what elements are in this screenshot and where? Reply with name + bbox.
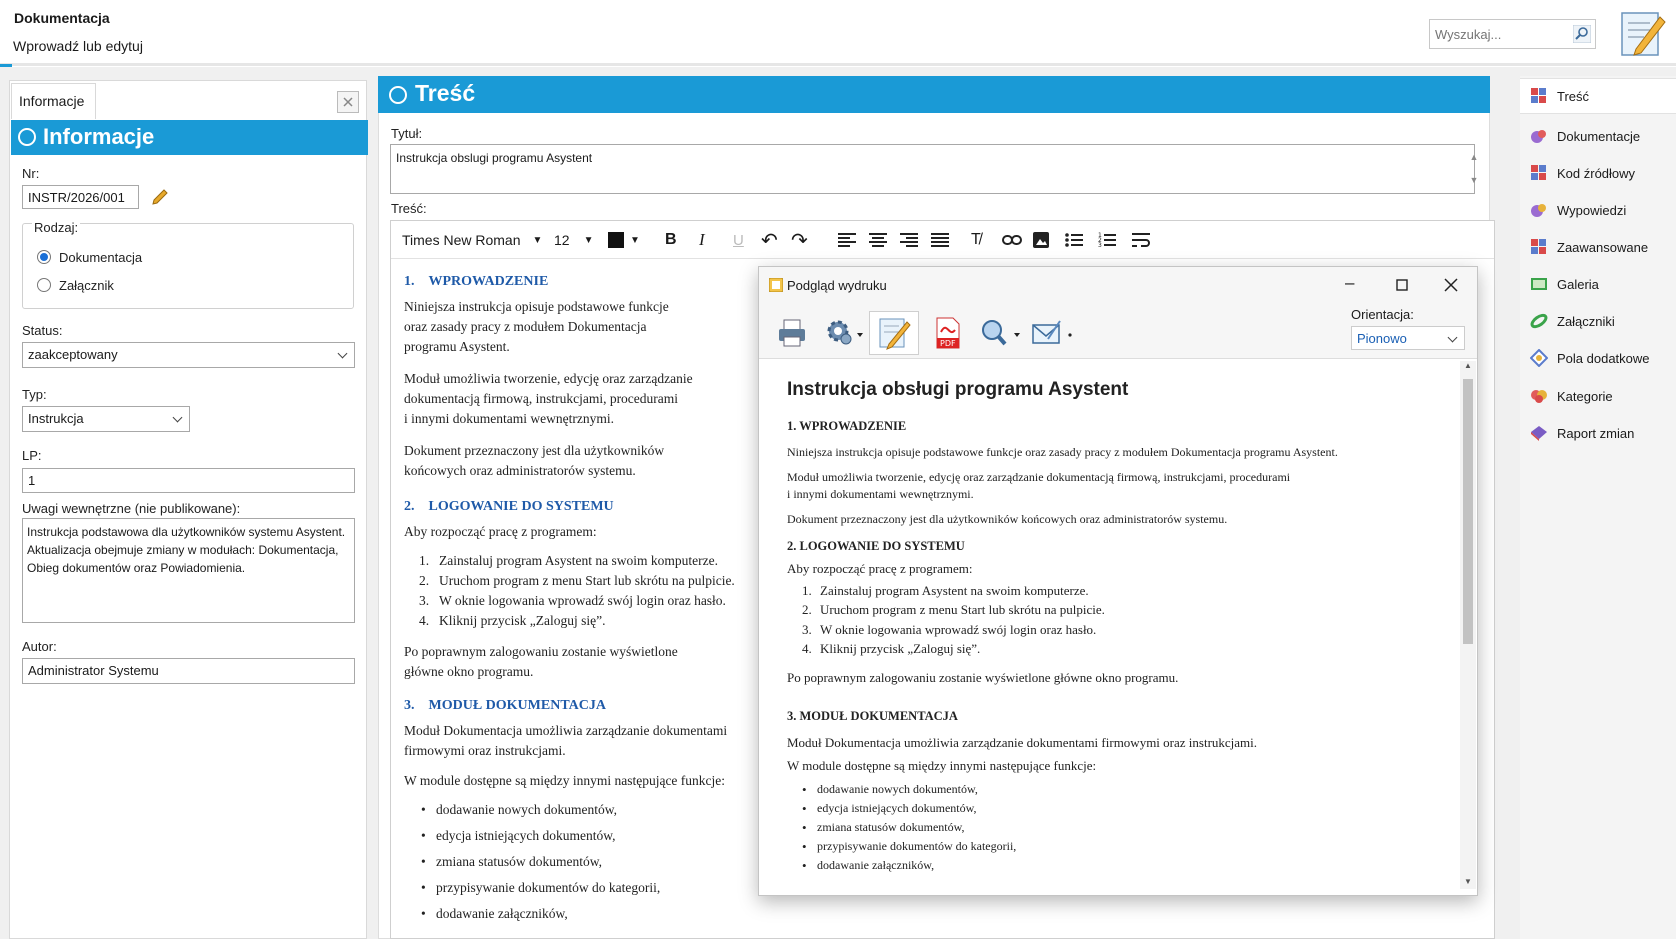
- uwagi-line: Obieg dokumentów oraz Powiadomienia.: [27, 561, 246, 575]
- preview-bullet-text: edycja istniejących dokumentów,: [817, 801, 977, 815]
- change-report-icon: [1530, 424, 1548, 442]
- uwagi-line: Instrukcja podstawowa dla użytkowników systemu Asystent.: [27, 525, 346, 539]
- doc-step: Zainstaluj program Asystent na swoim komputerze.: [439, 553, 718, 568]
- preview-bullet-text: zmiana statusów dokumentów,: [817, 820, 965, 834]
- close-dialog-button[interactable]: [1444, 278, 1458, 292]
- advanced-icon: [1530, 238, 1548, 256]
- numbered-list-icon[interactable]: [1098, 232, 1116, 270]
- doc-bullet-text: dodawanie załączników,: [436, 906, 568, 921]
- doc-step-number: 4.: [419, 613, 430, 628]
- radio-zalacznik-label[interactable]: Załącznik: [59, 278, 114, 293]
- preview-paragraph: Moduł Dokumentacja umożliwia zarządzanie dokumentami firmowymi oraz instrukcjami.: [787, 735, 1258, 750]
- nav-item-label: Zaawansowane: [1557, 239, 1649, 255]
- minimize-button[interactable]: –: [1345, 273, 1355, 292]
- categories-icon: [1530, 387, 1548, 405]
- svg-text:1: 1: [1098, 232, 1102, 239]
- uwagi-textarea[interactable]: [22, 518, 355, 623]
- autor-field[interactable]: Administrator Systemu: [22, 658, 355, 684]
- wrap-text-icon[interactable]: [1132, 232, 1150, 270]
- edit-document-icon[interactable]: [1620, 9, 1666, 57]
- content-icon: [1530, 87, 1548, 105]
- search-box[interactable]: [1429, 19, 1596, 49]
- doc-line: oraz zasady pracy z modułem Dokumentacja: [404, 319, 647, 334]
- uwagi-line: Aktualizacja obejmuje zmiany w modułach: Dokumentacja,: [27, 543, 339, 557]
- preview-bullet: •: [802, 820, 807, 835]
- preview-bullet-text: dodawanie załączników,: [817, 858, 935, 872]
- nav-item-zaawansowane[interactable]: [1530, 236, 1648, 258]
- preview-paragraph: Niniejsza instrukcja opisuje podstawowe funkcje oraz zasady pracy z modułem Dokumentacja programu Asystent.: [787, 445, 1338, 459]
- top-header: [0, 0, 1676, 66]
- nav-item-kategorie[interactable]: [1530, 385, 1613, 407]
- dialog-titlebar[interactable]: [759, 267, 1477, 303]
- undo-icon[interactable]: ↶: [761, 229, 778, 252]
- typ-value: Instrukcja: [28, 411, 84, 426]
- edit-document-icon: [877, 316, 911, 350]
- nr-field[interactable]: INSTR/2026/001: [22, 185, 139, 209]
- preview-paragraph: i innymi dokumentami wewnętrznymi.: [787, 487, 974, 501]
- gear-icon: [824, 317, 864, 349]
- doc-bullet: •: [421, 854, 426, 869]
- nav-item-label: Pola dodatkowe: [1557, 350, 1650, 366]
- text-color-picker[interactable]: ▼: [608, 221, 640, 259]
- extra-fields-icon: [1530, 349, 1548, 367]
- doc-step: W oknie logowania wprowadź swój login oraz hasło.: [439, 593, 726, 608]
- pdf-icon: [933, 316, 963, 350]
- print-preview-dialog: [758, 266, 1478, 896]
- doc-line: Moduł Dokumentacja umożliwia zarządzanie dokumentami: [404, 723, 728, 738]
- preview-paragraph: Moduł umożliwia tworzenie, edycję oraz zarządzanie dokumentacją firmową, instrukcjami, procedurami: [787, 470, 1291, 484]
- settings-button[interactable]: [819, 311, 869, 355]
- preview-paragraph: Aby rozpocząć pracę z programem:: [787, 561, 973, 576]
- nav-item-label: Raport zmian: [1557, 425, 1635, 441]
- preview-title: Instrukcja obsługi programu Asystent: [787, 379, 1129, 400]
- lp-label: LP:: [22, 448, 42, 463]
- nav-item-label: Treść: [1557, 88, 1590, 104]
- nav-item-label: Dokumentacje: [1557, 128, 1641, 144]
- nav-item-kod-zrodlowy[interactable]: [1530, 162, 1635, 184]
- nav-item-dokumentacje[interactable]: [1530, 125, 1640, 147]
- preview-heading: 2. LOGOWANIE DO SYSTEMU: [787, 539, 965, 553]
- clear-format-icon[interactable]: T̸: [971, 231, 981, 248]
- doc-line: końcowych oraz administratorów systemu.: [404, 463, 636, 478]
- preview-step: Uruchom program z menu Start lub skrótu na pulpicie.: [820, 602, 1105, 617]
- doc-line: Po poprawnym zalogowaniu zostanie wyświetlone: [404, 644, 678, 659]
- radio-dokumentacja-label[interactable]: Dokumentacja: [59, 250, 143, 265]
- redo-icon[interactable]: ↷: [791, 229, 808, 252]
- preview-step-number: 1.: [802, 583, 812, 598]
- documents-icon: [1530, 127, 1548, 145]
- pencil-icon[interactable]: [151, 188, 169, 206]
- edit-button[interactable]: [869, 311, 919, 355]
- search-input[interactable]: [1430, 20, 1570, 48]
- doc-paragraph: Aby rozpocząć pracę z programem:: [404, 524, 597, 539]
- panel-close-button[interactable]: [337, 91, 359, 113]
- doc-paragraph: [404, 441, 664, 481]
- editor-toolbar: [391, 221, 1494, 259]
- zoom-icon: [979, 317, 1021, 349]
- image-icon[interactable]: [1033, 232, 1049, 270]
- preview-scrollbar[interactable]: [1460, 361, 1476, 889]
- doc-heading: 3. MODUŁ DOKUMENTACJA: [404, 698, 606, 713]
- italic-icon[interactable]: I: [699, 230, 705, 249]
- rodzaj-group: [22, 223, 354, 309]
- send-email-button[interactable]: [1027, 311, 1077, 355]
- page-subtitle: Wprowadź lub edytuj: [13, 38, 143, 54]
- doc-line: dokumentacją firmową, instrukcjami, procedurami: [404, 391, 679, 406]
- content-section-header[interactable]: [378, 76, 1490, 113]
- scroll-up-icon[interactable]: ▲: [1464, 361, 1472, 370]
- typ-label: Typ:: [22, 387, 47, 402]
- preview-step-number: 3.: [802, 622, 812, 637]
- dialog-title: Podgląd wydruku: [787, 278, 887, 293]
- preview-step-number: 2.: [802, 602, 812, 617]
- doc-bullet-text: dodawanie nowych dokumentów,: [436, 802, 617, 817]
- doc-step-number: 2.: [419, 573, 430, 588]
- doc-paragraph: W module dostępne są między innymi następujące funkcje:: [404, 773, 726, 788]
- maximize-button[interactable]: [1396, 279, 1408, 291]
- print-button[interactable]: [767, 311, 817, 355]
- doc-line: Moduł umożliwia tworzenie, edycję oraz zarządzanie: [404, 371, 693, 386]
- doc-bullet: •: [421, 880, 426, 895]
- font-size-value: 12: [554, 232, 570, 248]
- doc-step-number: 1.: [419, 553, 430, 568]
- preview-step: Kliknij przycisk „Zaloguj się”.: [820, 641, 981, 656]
- gallery-icon: [1530, 275, 1548, 293]
- doc-paragraph: [404, 369, 693, 429]
- doc-step: Uruchom program z menu Start lub skrótu na pulpicie.: [439, 573, 735, 588]
- font-family-value: Times New Roman: [402, 232, 521, 248]
- doc-line: Niniejsza instrukcja opisuje podstawowe funkcje: [404, 299, 669, 314]
- doc-paragraph: [404, 642, 678, 682]
- orientation-label: Orientacja:: [1351, 307, 1414, 322]
- doc-paragraph: [404, 721, 727, 761]
- preview-step: W oknie logowania wprowadź swój login oraz hasło.: [820, 622, 1097, 637]
- align-right-icon[interactable]: [900, 232, 918, 270]
- collapse-icon[interactable]: [389, 86, 407, 104]
- font-size-select[interactable]: 12 ▼: [554, 232, 594, 248]
- doc-bullet-text: zmiana statusów dokumentów,: [436, 854, 602, 869]
- doc-bullet: •: [421, 906, 426, 921]
- nav-item-label: Kod źródłowy: [1557, 165, 1636, 181]
- preview-heading: 1. WPROWADZENIE: [787, 419, 907, 433]
- doc-line: Dokument przeznaczony jest dla użytkowników: [404, 443, 665, 458]
- doc-heading: 1. WPROWADZENIE: [404, 274, 549, 289]
- status-select[interactable]: [22, 342, 355, 368]
- lp-field[interactable]: 1: [22, 468, 355, 493]
- align-justify-icon[interactable]: [931, 232, 949, 270]
- doc-heading: 2. LOGOWANIE DO SYSTEMU: [404, 499, 614, 514]
- typ-select[interactable]: [22, 406, 190, 432]
- preview-bullet-text: dodawanie nowych dokumentów,: [817, 782, 978, 796]
- doc-step-number: 3.: [419, 593, 430, 608]
- printer-icon: [776, 317, 808, 349]
- info-section-header[interactable]: [11, 120, 368, 155]
- radio-zalacznik[interactable]: [37, 278, 51, 292]
- nav-item-label: Kategorie: [1557, 388, 1613, 404]
- doc-line: firmowymi oraz instrukcjami.: [404, 743, 566, 758]
- nav-item-wypowiedzi[interactable]: [1530, 199, 1626, 221]
- nav-item-label: Wypowiedzi: [1557, 202, 1627, 218]
- bold-icon[interactable]: B: [665, 231, 677, 248]
- source-code-icon: [1530, 164, 1548, 182]
- preview-paragraph: W module dostępne są między innymi następujące funkcje:: [787, 758, 1097, 773]
- email-icon: [1030, 317, 1074, 349]
- font-family-select[interactable]: Times New Roman ▼: [402, 232, 543, 248]
- tytul-scrollbar[interactable]: ▲ ▼: [1469, 152, 1479, 185]
- status-value: zaakceptowany: [28, 347, 118, 362]
- nav-item-pola-dodatkowe[interactable]: [1530, 347, 1650, 369]
- orientation-select[interactable]: [1351, 326, 1465, 350]
- search-icon[interactable]: [1573, 25, 1591, 43]
- comments-icon: [1530, 201, 1548, 219]
- nr-label: Nr:: [22, 166, 40, 181]
- tresc-label: Treść:: [391, 201, 427, 216]
- doc-bullet: •: [421, 802, 426, 817]
- preview-bullet: •: [802, 782, 807, 797]
- uwagi-label: Uwagi wewnętrzne (nie publikowane):: [22, 501, 241, 516]
- align-center-icon[interactable]: [869, 232, 887, 270]
- paperclip-icon: [1530, 312, 1548, 330]
- preview-window-icon: [769, 278, 783, 292]
- close-icon: [338, 92, 358, 112]
- doc-line: programu Asystent.: [404, 339, 510, 354]
- svg-text:3: 3: [1098, 242, 1102, 249]
- nav-item-label: Galeria: [1557, 276, 1599, 292]
- scroll-thumb[interactable]: [1463, 379, 1473, 644]
- align-left-icon[interactable]: [838, 232, 856, 270]
- export-pdf-button[interactable]: [923, 311, 973, 355]
- page-title: Dokumentacja: [14, 10, 110, 26]
- preview-bullet-text: przypisywanie dokumentów do kategorii,: [817, 839, 1017, 853]
- nav-item-galeria[interactable]: [1530, 273, 1599, 295]
- nav-item-zalaczniki[interactable]: [1530, 310, 1615, 332]
- zoom-button[interactable]: [975, 311, 1025, 355]
- nav-item-label: Załączniki: [1557, 313, 1615, 329]
- doc-bullet-text: edycja istniejących dokumentów,: [436, 828, 616, 843]
- tab-informacje[interactable]: Informacje: [11, 83, 96, 119]
- rodzaj-label: Rodzaj:: [34, 220, 79, 235]
- svg-text:2: 2: [1098, 237, 1102, 244]
- info-section-title: Informacje: [43, 124, 155, 149]
- doc-step: Kliknij przycisk „Zaloguj się”.: [439, 613, 606, 628]
- svg-text:PDF: PDF: [940, 339, 956, 348]
- collapse-icon[interactable]: [18, 128, 36, 146]
- preview-paragraph: Dokument przeznaczony jest dla użytkowników końcowych oraz administratorów systemu.: [787, 512, 1228, 526]
- underline-icon[interactable]: U: [733, 231, 744, 249]
- preview-paragraph: Po poprawnym zalogowaniu zostanie wyświetlone główne okno programu.: [787, 670, 1179, 685]
- bullet-list-icon[interactable]: [1065, 232, 1083, 270]
- tytul-label: Tytuł:: [391, 126, 423, 141]
- tytul-field[interactable]: Instrukcja obslugi programu Asystent: [390, 144, 1475, 194]
- nav-item-raport-zmian[interactable]: [1530, 422, 1634, 444]
- preview-step: Zainstaluj program Asystent na swoim komputerze.: [820, 583, 1089, 598]
- preview-bullet: •: [802, 839, 807, 854]
- preview-step-number: 4.: [802, 641, 812, 656]
- nav-item-tresc[interactable]: [1530, 85, 1589, 107]
- doc-line: i innymi dokumentami wewnętrznymi.: [404, 411, 614, 426]
- autor-label: Autor:: [22, 639, 57, 654]
- scroll-down-icon[interactable]: ▼: [1464, 877, 1472, 886]
- doc-line: główne okno programu.: [404, 664, 534, 679]
- preview-bullet: •: [802, 858, 807, 873]
- status-label: Status:: [22, 323, 63, 338]
- doc-bullet-text: przypisywanie dokumentów do kategorii,: [436, 880, 661, 895]
- content-section-title: Treść: [415, 80, 476, 106]
- preview-heading: 3. MODUŁ DOKUMENTACJA: [787, 709, 958, 723]
- doc-bullet: •: [421, 828, 426, 843]
- doc-paragraph: [404, 297, 669, 357]
- radio-dokumentacja[interactable]: [37, 250, 51, 264]
- preview-bullet: •: [802, 801, 807, 816]
- orientation-value: Pionowo: [1357, 331, 1407, 346]
